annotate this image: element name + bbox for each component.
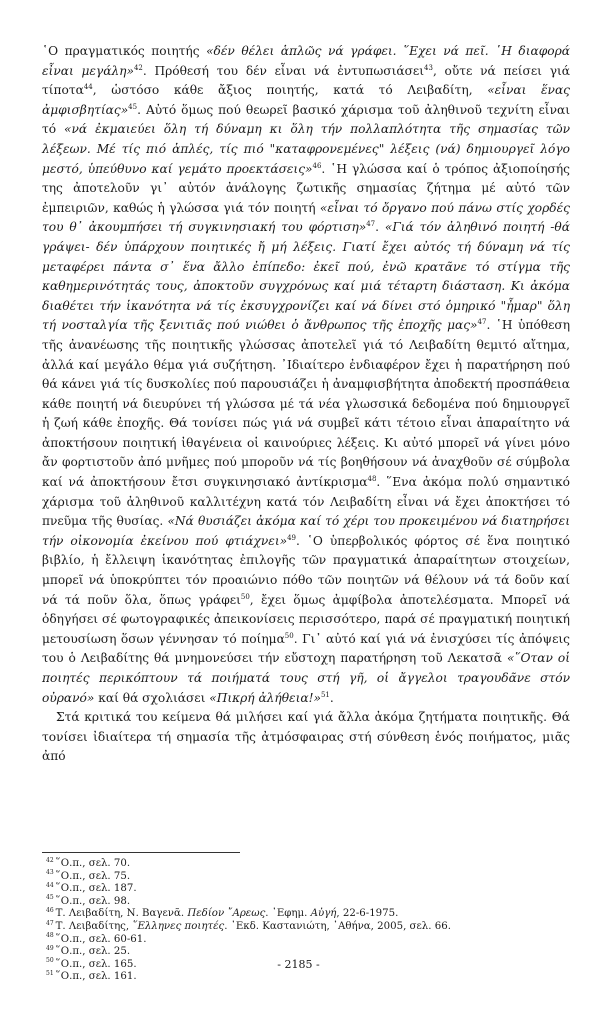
footnote-title: Πεδίον ῎Αρεως: [187, 908, 266, 920]
footnote-number: 43: [46, 869, 54, 877]
footnote: [46, 921, 566, 934]
quote-text: «νά ἐκμαιεύει ὅλη τή δύναμη κι ὅλη τήν πολλαπλότητα τῆς σημασίας τῶν λέξεων. Μέ τίς πιό ἁπλές, τίς πιό "καταφρονεμένες" λέξεις (νά) δημιουργεῖ λόγο μεστό, ὑπεύθυνο καί γεμάτο προεκτάσεις»: [42, 122, 570, 176]
text-segment: , ὡστόσο κάθε ἄξιος ποιητής, κατά τό Λειβαδίτη,: [92, 83, 488, 98]
quote-text: «εἶναι τό ὄργανο πού πάνω στίς χορδές του θ᾿ ἀκουμπήσει τή συγκινησιακή του φόρτιση»: [42, 200, 570, 235]
footnote: [46, 946, 566, 959]
footnote-text: . ᾿Εφημ.: [265, 908, 311, 920]
footnote-ref: 50: [240, 592, 250, 601]
footnote-ref: 51: [320, 690, 330, 699]
footnote-ref: 50: [284, 631, 294, 640]
text-segment: . ῾Η γλώσσα καί ὁ τρόπος ἀξιοποίησής της ἀποτελοῦν γι᾿ αὐτόν ἀνάλογης ζωτικῆς σημασίας ζήτημα μέ αὐτό τῶν ἐμπειριῶν, καθώς ἡ γλώσσα γιά τόν ποιητή: [42, 161, 570, 215]
footnote-ref: 49: [287, 533, 296, 542]
footnote-number: 51: [46, 969, 54, 977]
footnote-text: Τ. Λειβαδίτης,: [55, 920, 133, 932]
text-segment: .: [329, 690, 334, 705]
quote-text: «Νά θυσιάζει ἀκόμα καί τό χέρι του προκειμένου νά διατηρήσει τήν οἰκονομία ἐκείνου πού φτιάχνει»: [42, 514, 570, 548]
quote-text: «εἶναι ἕνας ἀμφισβητίας»: [42, 83, 570, 117]
footnote-divider: [42, 852, 240, 853]
footnote-text: ῞Ο.π., σελ. 165.: [55, 958, 137, 970]
footnote-ref: 48: [367, 475, 377, 483]
text-segment: Στά κριτικά του κείμενα θά μιλήσει καί γιά ἄλλα ἀκόμα ζητήματα ποιητικῆς. Θά τονίσει ἰδιαίτερα τή σημασία τῆς ἀτμόσφαιρας στή σύνθεση ἑνός ποιήματος, μιᾶς ἀπό: [42, 710, 570, 764]
footnote: [46, 871, 566, 884]
footnote-number: 49: [46, 944, 54, 952]
footnote-ref: 46: [312, 161, 322, 170]
footnote-number: 46: [46, 906, 54, 914]
footnote-text: , 22-6-1975.: [336, 908, 399, 920]
footnote-title: Αὐγή: [310, 908, 337, 920]
text-segment: . ῾Ο ὑπερβολικός φόρτος σέ ἕνα ποιητικό βιβλίο, ἡ ἔλλειψη ἱκανότητας ἐπιλογῆς τῶν πραγματικά ἀπαραίτητων στοιχείων, μπορεῖ νά ὑποκρύπτει τόν προαιώνιο πόθο τῶν ποιητῶν νά θέλουν νά τά δοῦν καί νά τά ποῦν ὅλα, ὅπως γράφει: [42, 533, 570, 607]
text-segment: καί θά σχολιάσει: [94, 690, 210, 705]
paragraph: [42, 708, 570, 767]
footnote-text: ῞Ο.π., σελ. 75.: [55, 870, 131, 882]
footnote: [46, 934, 566, 947]
footnote: [46, 896, 566, 909]
paragraph: [42, 42, 570, 708]
footnote: [46, 883, 566, 896]
text-segment: ῞Ενα ἀκόμα πολύ σημαντικό χάρισμα τοῦ ἀληθινοῦ καλλιτέχνη κατά τόν Λειβαδίτη εἶναι νά ἔχει ἀποκτήσει τό πνεῦμα τῆς θυσίας.: [42, 475, 571, 529]
footnote: [46, 908, 566, 921]
text-segment: , οὔτε νά πείσει γιά τίποτα: [42, 63, 570, 98]
footnote-text: ῞Ο.π., σελ. 161.: [55, 971, 137, 983]
text-segment: . ῾Η ὑπόθεση τῆς ἀνανέωσης τῆς ποιητικῆς γλώσσας ἀποτελεῖ γιά τό Λειβαδίτη θεμιτό αἴτημα, ἀλλά καί μεγάλο θέμα γιά συζήτηση. ᾿Ιδιαίτερο ἐνδιαφέρον ἔχει ἡ παρατήρηση πού θά κάνει γιά τίς δυσκολίες πού παρουσιάζει ἡ ἀναμφισβήτητα ἀποδεκτή προσπάθεια κάθε ποιητή νά διευρύνει τή γλώσσα μέ τά νέα γλωσσικά δεδομένα πού δημιουργεῖ ἡ ζωή κάθε ἐποχῆς. Θά τονίσει πώς γιά νά συμβεῖ κάτι τέτοιο εἶναι ἀπαραίτητο νά ἀποκτήσουν ποιητική ἰθαγένεια οἱ καινούριες λέξεις. Κι αὐτό μπορεῖ νά γίνει μόνο ἄν φορτιστοῦν ἀπό μνῆμες πού μποροῦν νά τίς βοηθήσουν νά ἀναχθοῦν σέ σύμβολα καί νά ἀποκτήσουν ἔτσι συγκινησιακό ἀντίκρισμα: [42, 318, 571, 490]
quote-text: «δέν θέλει ἁπλῶς νά γράφει. ῞Εχει νά πεῖ. ῾Η διαφορά εἶναι μεγάλη»: [42, 44, 570, 78]
footnote-ref: 43: [424, 63, 433, 72]
footnote-text: . ᾿Εκδ. Καστανιώτη, ᾿Αθήνα, 2005, σελ. 66.: [224, 920, 451, 932]
footnote-number: 48: [46, 932, 54, 940]
text-segment: . Πρόθεσή του δέν εἶναι νά ἐντυπωσιάσει: [142, 63, 425, 78]
text-segment: , ἔχει ὅμως ἀμφίβολα ἀποτελέσματα. Μπορεῖ νά ὁδηγήσει σέ φωτογραφικές ἀπεικονίσεις περισσότερο, παρά σέ πραγματική ποιητική μετουσίωση ὅσων γέννησαν τό ποίημα: [42, 592, 571, 646]
quote-text: «Γιά τόν ἀληθινό ποιητή -θά γράψει- δέν ὑπάρχουν ποιητικές ἤ μή λέξεις. Γιατί ἔχει αὐτός τή δύναμη νά τίς μεταφέρει πάντα σ᾿ ἕνα ἄλλο ἐπίπεδο: ἐκεῖ πού, ἐνῶ κρατᾶνε τό στίγμα τῆς καθημερινότητάς τους, ἀποκτοῦν συγχρόνως καί μιά τέταρτη διάσταση. Κι ἀκόμα διαθέτει τήν ἱκανότητα νά τίς ἐκσυγχρονίζει καί νά δίνει στό ὁμηρικό "ἦμαρ" ὅλη τή νοσταλγία τῆς ξενιτιᾶς πού νιώθει ὁ ἄνθρωπος τῆς ἐποχῆς μας»: [42, 220, 570, 333]
text-segment: . Γι᾿ αὐτό καί γιά νά ἐνισχύσει τίς ἀπόψεις του ὁ Λειβαδίτης θά μνημονεύσει τήν εὔστοχη παρατήρηση τοῦ Λεκατσᾶ: [42, 631, 570, 666]
footnote-text: ῞Ο.π., σελ. 98.: [55, 895, 131, 907]
text-segment: ῾Ο πραγματικός ποιητής: [42, 44, 207, 58]
footnote-text: ῞Ο.π., σελ. 70.: [55, 858, 131, 869]
footnote-number: 44: [46, 881, 54, 889]
text-segment: .: [137, 102, 146, 117]
footnote-text: ῞Ο.π., σελ. 25.: [55, 946, 131, 958]
text-segment: .: [375, 220, 385, 235]
text-segment: Αὐτό ὅμως πού θεωρεῖ βασικό χάρισμα τοῦ ἀληθινοῦ τεχνίτη εἶναι τό: [42, 102, 571, 137]
footnote-number: 45: [46, 894, 54, 902]
footnote-text: ῞Ο.π., σελ. 187.: [55, 883, 137, 895]
text-segment: .: [376, 475, 387, 490]
footnote-ref: 47: [477, 318, 487, 327]
page-number: - 2185 -: [277, 958, 320, 971]
body-text: [42, 42, 570, 767]
footnote-title: ῞Ελληνες ποιητές: [132, 920, 225, 932]
quote-text: «Πικρή ἀλήθεια!»: [209, 690, 321, 705]
footnote-number: 50: [46, 957, 54, 965]
footnote-text: ῞Ο.π., σελ. 60-61.: [55, 933, 147, 945]
footnote-number: 47: [46, 919, 54, 927]
footnote-ref: 44: [83, 83, 93, 92]
footnote-ref: 45: [128, 102, 138, 111]
footnote: [46, 858, 566, 871]
footnote-text: Τ. Λειβαδίτη, Ν. Βαγενᾶ.: [55, 908, 188, 920]
footnote: [46, 971, 566, 984]
footnote-number: 42: [46, 856, 54, 864]
footnote-ref: 42: [133, 63, 143, 72]
quote-text: «῞Οταν οἱ ποιητές περικόπτουν τά ποιήματά τους στή γῆ, οἱ ἄγγελοι τραγουδᾶνε στόν οὐρανό»: [42, 651, 570, 705]
footnote-ref: 47: [366, 220, 376, 229]
